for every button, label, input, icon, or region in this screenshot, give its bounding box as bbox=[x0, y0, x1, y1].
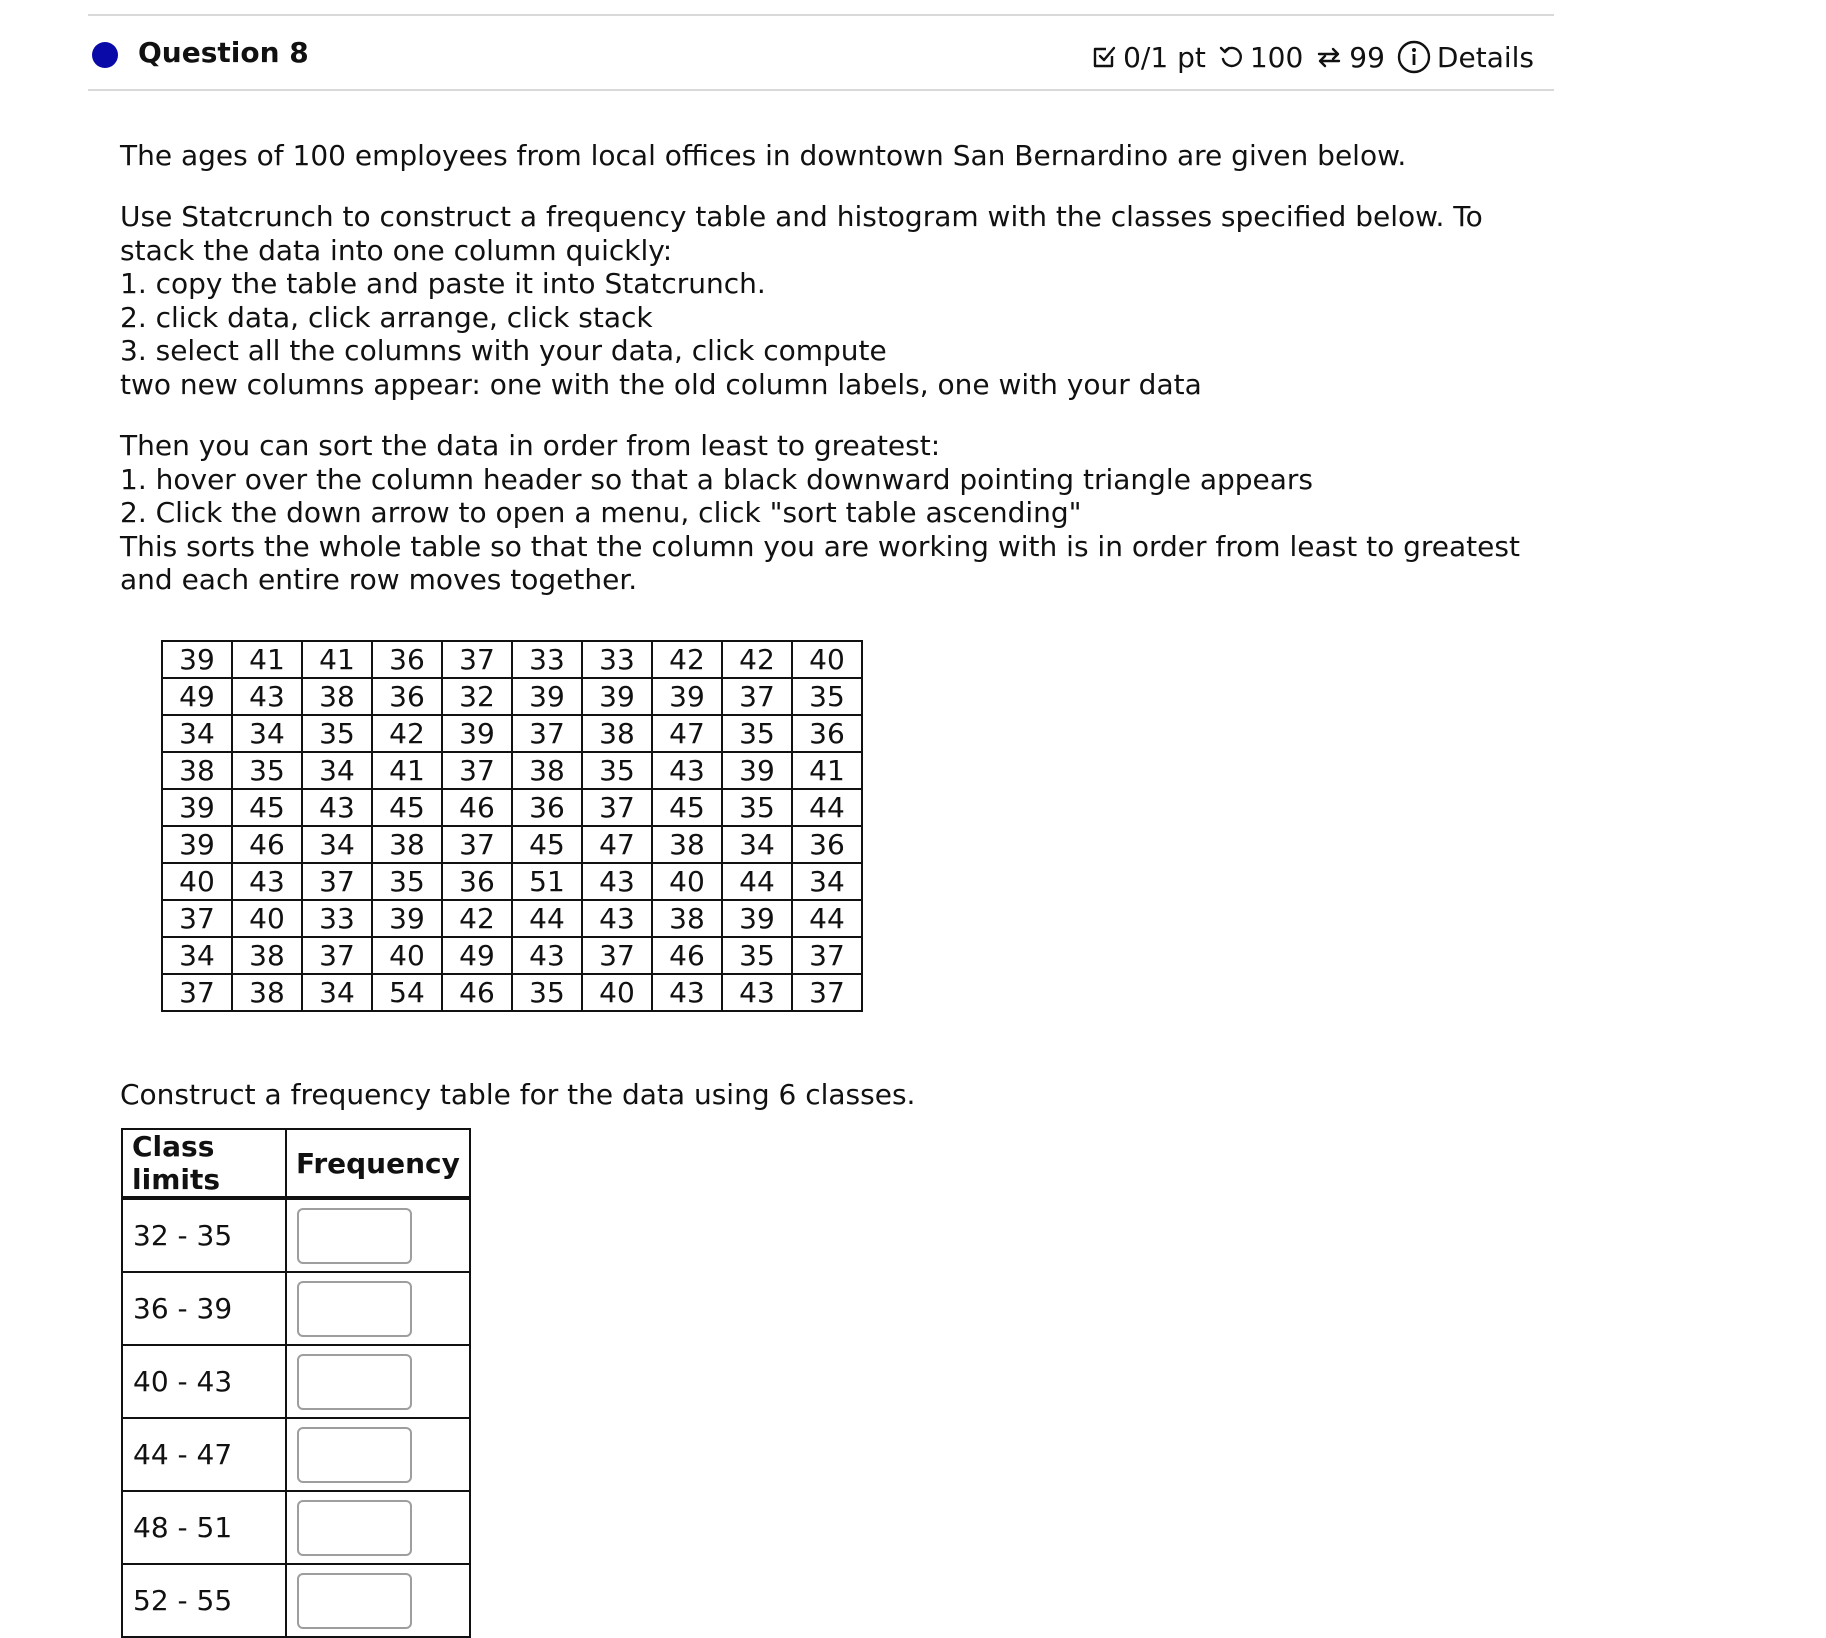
data-cell: 43 bbox=[652, 974, 722, 1011]
data-cell: 39 bbox=[442, 715, 512, 752]
data-cell: 38 bbox=[232, 974, 302, 1011]
data-cell: 39 bbox=[512, 678, 582, 715]
data-cell: 36 bbox=[442, 863, 512, 900]
instruction-line: two new columns appear: one with the old column labels, one with your data bbox=[120, 367, 1202, 401]
data-cell: 40 bbox=[162, 863, 232, 900]
stack-instructions bbox=[120, 200, 1540, 401]
data-cell: 38 bbox=[302, 678, 372, 715]
data-cell: 39 bbox=[722, 900, 792, 937]
data-cell: 37 bbox=[302, 937, 372, 974]
data-cell: 35 bbox=[372, 863, 442, 900]
data-row bbox=[162, 974, 862, 1011]
data-cell: 34 bbox=[792, 863, 862, 900]
instruction-line: 2. Click the down arrow to open a menu, click "sort table ascending" bbox=[120, 496, 1082, 529]
data-cell: 35 bbox=[722, 715, 792, 752]
data-cell: 39 bbox=[722, 752, 792, 789]
class-limits-cell: 48 - 51 bbox=[122, 1491, 286, 1564]
data-cell: 37 bbox=[162, 974, 232, 1011]
data-cell: 36 bbox=[792, 826, 862, 863]
class-limits-cell: 36 - 39 bbox=[122, 1272, 286, 1345]
data-cell: 44 bbox=[512, 900, 582, 937]
header-divider bbox=[88, 89, 1554, 91]
checkbox-icon bbox=[1091, 44, 1117, 70]
frequency-row bbox=[122, 1564, 470, 1637]
info-icon bbox=[1397, 40, 1431, 74]
intro-text bbox=[120, 139, 1540, 173]
data-cell: 37 bbox=[792, 974, 862, 1011]
data-cell: 35 bbox=[582, 752, 652, 789]
data-cell: 44 bbox=[722, 863, 792, 900]
frequency-input[interactable] bbox=[297, 1573, 412, 1629]
data-cell: 35 bbox=[722, 937, 792, 974]
data-cell: 43 bbox=[582, 900, 652, 937]
instruction-line: 3. select all the columns with your data, click compute bbox=[120, 334, 887, 367]
data-cell: 38 bbox=[232, 937, 302, 974]
instruction-line: 2. click data, click arrange, click stack bbox=[120, 300, 653, 334]
ages-data-table bbox=[161, 640, 863, 1012]
data-cell: 41 bbox=[302, 641, 372, 678]
frequency-cell bbox=[286, 1418, 470, 1491]
data-cell: 42 bbox=[722, 641, 792, 678]
data-cell: 39 bbox=[652, 678, 722, 715]
details-button[interactable] bbox=[1397, 40, 1534, 74]
frequency-row bbox=[122, 1272, 470, 1345]
data-row bbox=[162, 937, 862, 974]
class-limits-cell: 32 - 35 bbox=[122, 1198, 286, 1272]
frequency-cell bbox=[286, 1198, 470, 1272]
data-cell: 38 bbox=[652, 900, 722, 937]
sort-instructions bbox=[120, 429, 1540, 597]
data-cell: 37 bbox=[442, 641, 512, 678]
data-cell: 39 bbox=[372, 900, 442, 937]
data-cell: 34 bbox=[232, 715, 302, 752]
question-title: Question 8 bbox=[138, 36, 309, 69]
data-cell: 47 bbox=[652, 715, 722, 752]
data-cell: 45 bbox=[512, 826, 582, 863]
data-cell: 35 bbox=[232, 752, 302, 789]
data-cell: 37 bbox=[722, 678, 792, 715]
data-cell: 45 bbox=[652, 789, 722, 826]
data-cell: 45 bbox=[372, 789, 442, 826]
data-cell: 38 bbox=[162, 752, 232, 789]
attempts-group bbox=[1218, 41, 1303, 74]
class-limits-cell: 44 - 47 bbox=[122, 1418, 286, 1491]
retries-text: 99 bbox=[1349, 40, 1385, 74]
data-row bbox=[162, 826, 862, 863]
data-row bbox=[162, 789, 862, 826]
data-cell: 37 bbox=[442, 826, 512, 863]
intro-paragraph: The ages of 100 employees from local offices in downtown San Bernardino are given below. bbox=[120, 139, 1407, 172]
frequency-row bbox=[122, 1418, 470, 1491]
data-cell: 34 bbox=[162, 715, 232, 752]
data-cell: 39 bbox=[582, 678, 652, 715]
data-cell: 43 bbox=[232, 863, 302, 900]
data-row bbox=[162, 900, 862, 937]
data-cell: 41 bbox=[792, 752, 862, 789]
data-cell: 43 bbox=[722, 974, 792, 1011]
frequency-cell bbox=[286, 1272, 470, 1345]
data-cell: 40 bbox=[652, 863, 722, 900]
data-cell: 39 bbox=[162, 826, 232, 863]
class-limits-cell: 40 - 43 bbox=[122, 1345, 286, 1418]
data-cell: 43 bbox=[652, 752, 722, 789]
retry-icon bbox=[1315, 44, 1343, 70]
instruction-line: This sorts the whole table so that the column you are working with is in order from least to greatest and each entire row moves together. bbox=[120, 529, 1520, 596]
data-cell: 44 bbox=[792, 900, 862, 937]
frequency-row bbox=[122, 1198, 470, 1272]
data-row bbox=[162, 641, 862, 678]
data-cell: 46 bbox=[652, 937, 722, 974]
data-cell: 39 bbox=[162, 789, 232, 826]
instruction-line: 1. copy the table and paste it into Statcrunch. bbox=[120, 267, 766, 300]
data-cell: 40 bbox=[372, 937, 442, 974]
data-cell: 38 bbox=[652, 826, 722, 863]
data-cell: 40 bbox=[792, 641, 862, 678]
frequency-input[interactable] bbox=[297, 1281, 412, 1337]
top-divider bbox=[88, 14, 1554, 16]
data-cell: 34 bbox=[722, 826, 792, 863]
data-cell: 49 bbox=[162, 678, 232, 715]
data-cell: 36 bbox=[372, 678, 442, 715]
data-cell: 37 bbox=[582, 789, 652, 826]
data-cell: 37 bbox=[162, 900, 232, 937]
frequency-row bbox=[122, 1491, 470, 1564]
data-cell: 33 bbox=[582, 641, 652, 678]
data-cell: 39 bbox=[162, 641, 232, 678]
data-cell: 34 bbox=[162, 937, 232, 974]
frequency-input[interactable] bbox=[297, 1208, 412, 1264]
data-cell: 42 bbox=[442, 900, 512, 937]
data-cell: 34 bbox=[302, 974, 372, 1011]
data-cell: 35 bbox=[512, 974, 582, 1011]
data-cell: 42 bbox=[372, 715, 442, 752]
data-cell: 41 bbox=[372, 752, 442, 789]
score-group bbox=[1091, 41, 1206, 74]
data-cell: 34 bbox=[302, 826, 372, 863]
data-row bbox=[162, 715, 862, 752]
data-cell: 35 bbox=[722, 789, 792, 826]
attempts-text: 100 bbox=[1249, 40, 1304, 74]
data-cell: 37 bbox=[442, 752, 512, 789]
data-cell: 49 bbox=[442, 937, 512, 974]
data-cell: 51 bbox=[512, 863, 582, 900]
data-cell: 34 bbox=[302, 752, 372, 789]
data-cell: 37 bbox=[792, 937, 862, 974]
data-cell: 37 bbox=[582, 937, 652, 974]
frequency-prompt: Construct a frequency table for the data using 6 classes. bbox=[120, 1078, 916, 1111]
data-cell: 32 bbox=[442, 678, 512, 715]
score-text: 0/1 pt bbox=[1123, 40, 1206, 74]
data-cell: 46 bbox=[232, 826, 302, 863]
data-cell: 43 bbox=[302, 789, 372, 826]
details-label[interactable]: Details bbox=[1436, 40, 1534, 74]
data-cell: 40 bbox=[582, 974, 652, 1011]
frequency-cell bbox=[286, 1564, 470, 1637]
question-status-dot bbox=[92, 42, 118, 68]
data-cell: 40 bbox=[232, 900, 302, 937]
data-cell: 43 bbox=[512, 937, 582, 974]
data-cell: 41 bbox=[232, 641, 302, 678]
data-cell: 38 bbox=[372, 826, 442, 863]
data-cell: 33 bbox=[302, 900, 372, 937]
data-cell: 35 bbox=[302, 715, 372, 752]
instruction-line: Then you can sort the data in order from least to greatest: bbox=[120, 429, 941, 462]
data-cell: 36 bbox=[372, 641, 442, 678]
data-cell: 37 bbox=[302, 863, 372, 900]
frequency-input[interactable] bbox=[297, 1354, 412, 1410]
data-cell: 36 bbox=[512, 789, 582, 826]
data-row bbox=[162, 752, 862, 789]
retries-group bbox=[1315, 41, 1385, 74]
instruction-line: 1. hover over the column header so that a black downward pointing triangle appears bbox=[120, 462, 1314, 496]
question-header bbox=[88, 34, 1554, 76]
data-cell: 46 bbox=[442, 974, 512, 1011]
class-limits-cell: 52 - 55 bbox=[122, 1564, 286, 1637]
frequency-row bbox=[122, 1345, 470, 1418]
data-cell: 43 bbox=[582, 863, 652, 900]
data-cell: 38 bbox=[582, 715, 652, 752]
frequency-cell bbox=[286, 1491, 470, 1564]
data-row bbox=[162, 863, 862, 900]
question-meta bbox=[1079, 40, 1534, 74]
data-cell: 42 bbox=[652, 641, 722, 678]
class-limits-header: Class limits bbox=[122, 1129, 286, 1198]
data-cell: 46 bbox=[442, 789, 512, 826]
undo-icon bbox=[1218, 44, 1244, 70]
frequency-table bbox=[121, 1128, 471, 1638]
data-row bbox=[162, 678, 862, 715]
data-cell: 35 bbox=[792, 678, 862, 715]
data-cell: 38 bbox=[512, 752, 582, 789]
instruction-line: Use Statcrunch to construct a frequency table and histogram with the classes specified below. To stack the data into one column quickly: bbox=[120, 200, 1483, 267]
data-cell: 33 bbox=[512, 641, 582, 678]
data-cell: 37 bbox=[512, 715, 582, 752]
data-cell: 47 bbox=[582, 826, 652, 863]
frequency-input[interactable] bbox=[297, 1427, 412, 1483]
frequency-header-row bbox=[122, 1129, 470, 1198]
frequency-input[interactable] bbox=[297, 1500, 412, 1556]
data-cell: 43 bbox=[232, 678, 302, 715]
frequency-cell bbox=[286, 1345, 470, 1418]
data-cell: 36 bbox=[792, 715, 862, 752]
data-cell: 45 bbox=[232, 789, 302, 826]
data-cell: 44 bbox=[792, 789, 862, 826]
data-cell: 54 bbox=[372, 974, 442, 1011]
frequency-header: Frequency bbox=[286, 1129, 470, 1198]
